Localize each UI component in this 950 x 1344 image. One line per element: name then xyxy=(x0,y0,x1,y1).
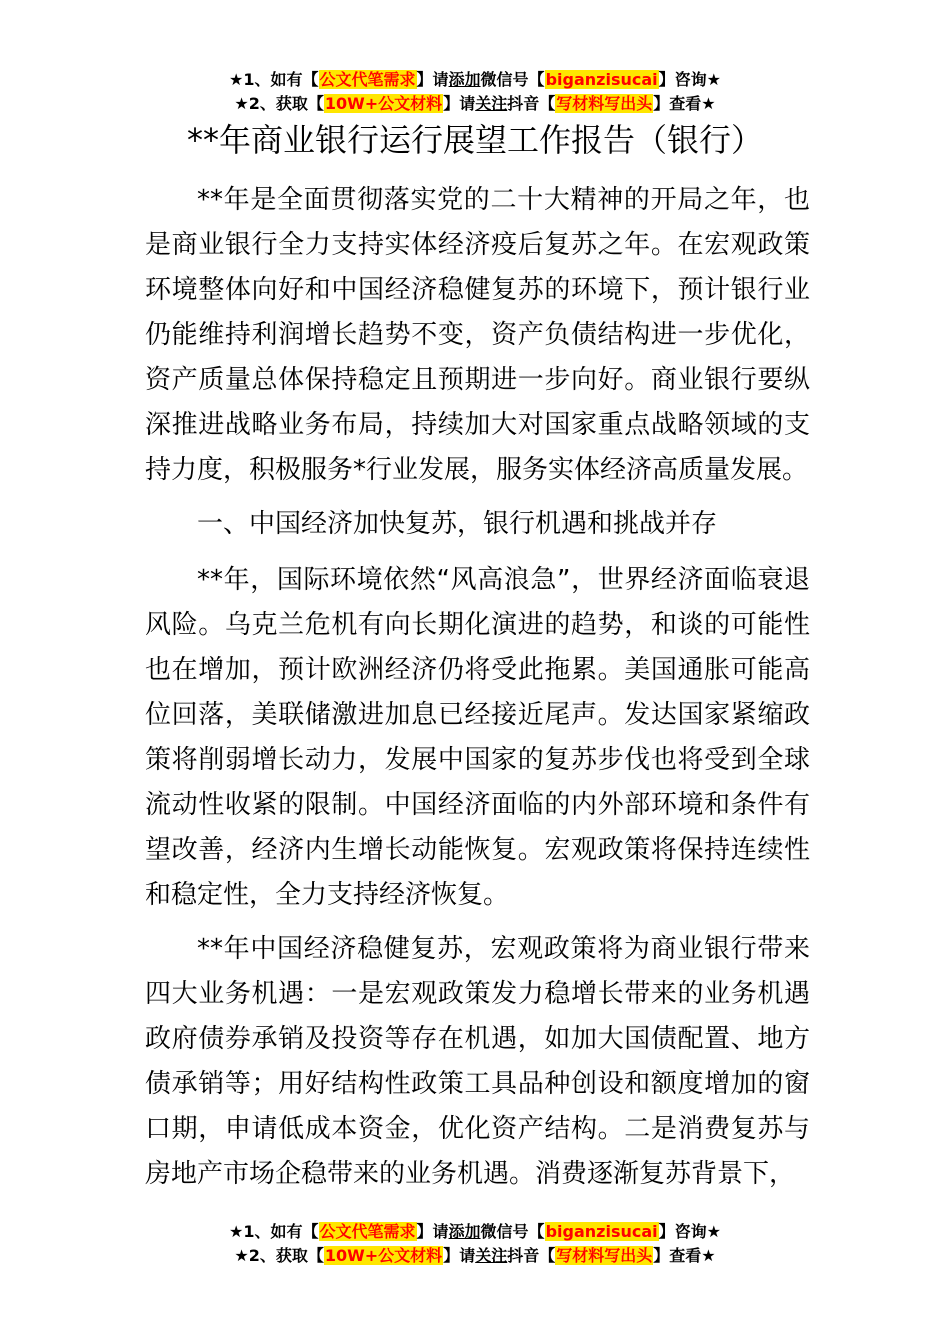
highlight-wechat-id: biganzisucai xyxy=(545,1222,658,1241)
section-heading-1: 一、中国经济加快复苏，银行机遇和挑战并存 xyxy=(197,509,718,539)
footer-line-1: ★1、如有【公文代笔需求】请添加微信号【biganzisucai】咨询★ xyxy=(229,1222,721,1241)
paragraph-international-environment: **年，国际环境依然“风高浪急”，世界经济面临衰退风险。乌克兰危机有向长期化演进的趋势，和谈的可能性也在增加，预计欧洲经济仍将受此拖累。美国通胀可能高位回落，美联储激进加息已经接近尾声。发达国家紧缩政策将削弱增长动力，发展中国家的复苏步伐也将受到全球流动性收紧的限制。中国经济面临的内外部环境和条件有望改善，经济内生增长动能恢复。宏观政策将保持连续性和稳定性，全力支持经济恢复。 xyxy=(145,565,810,910)
paragraph-business-opportunities: **年中国经济稳健复苏，宏观政策将为商业银行带来四大业务机遇：一是宏观政策发力稳增长带来的业务机遇政府债券承销及投资等存在机遇，如加大国债配置、地方债承销等；用好结构性政策工具品种创设和额度增加的窗口期，申请低成本资金，优化资产结构。二是消费复苏与房地产市场企稳带来的业务机遇。消费逐渐复苏背景下， xyxy=(145,934,810,1189)
highlight-douyin-account: 写材料写出头 xyxy=(556,94,653,113)
highlight-materials: 10W+公文材料 xyxy=(324,94,443,113)
highlight-materials: 10W+公文材料 xyxy=(324,1246,443,1265)
header-line-1: ★1、如有【公文代笔需求】请添加微信号【biganzisucai】咨询★ xyxy=(229,70,721,89)
highlight-service: 公文代笔需求 xyxy=(319,1222,416,1241)
footer-banner xyxy=(0,1220,950,1268)
header-banner xyxy=(0,68,950,116)
highlight-wechat-id: biganzisucai xyxy=(545,70,658,89)
paragraph-intro: **年是全面贯彻落实党的二十大精神的开局之年，也是商业银行全力支持实体经济疫后复苏之年。在宏观政策环境整体向好和中国经济稳健复苏的环境下，预计银行业仍能维持利润增长趋势不变，资产负债结构进一步优化，资产质量总体保持稳定且预期进一步向好。商业银行要纵深推进战略业务布局，持续加大对国家重点战略领域的支持力度，积极服务*行业发展，服务实体经济高质量发展。 xyxy=(145,185,810,485)
header-line-2: ★2、获取【10W+公文材料】请关注抖音【写材料写出头】查看★ xyxy=(234,94,716,113)
footer-line-2: ★2、获取【10W+公文材料】请关注抖音【写材料写出头】查看★ xyxy=(234,1246,716,1265)
document-title: **年商业银行运行展望工作报告（银行） xyxy=(186,121,763,159)
document-body xyxy=(145,178,810,1206)
highlight-service: 公文代笔需求 xyxy=(319,70,416,89)
highlight-douyin-account: 写材料写出头 xyxy=(556,1246,653,1265)
